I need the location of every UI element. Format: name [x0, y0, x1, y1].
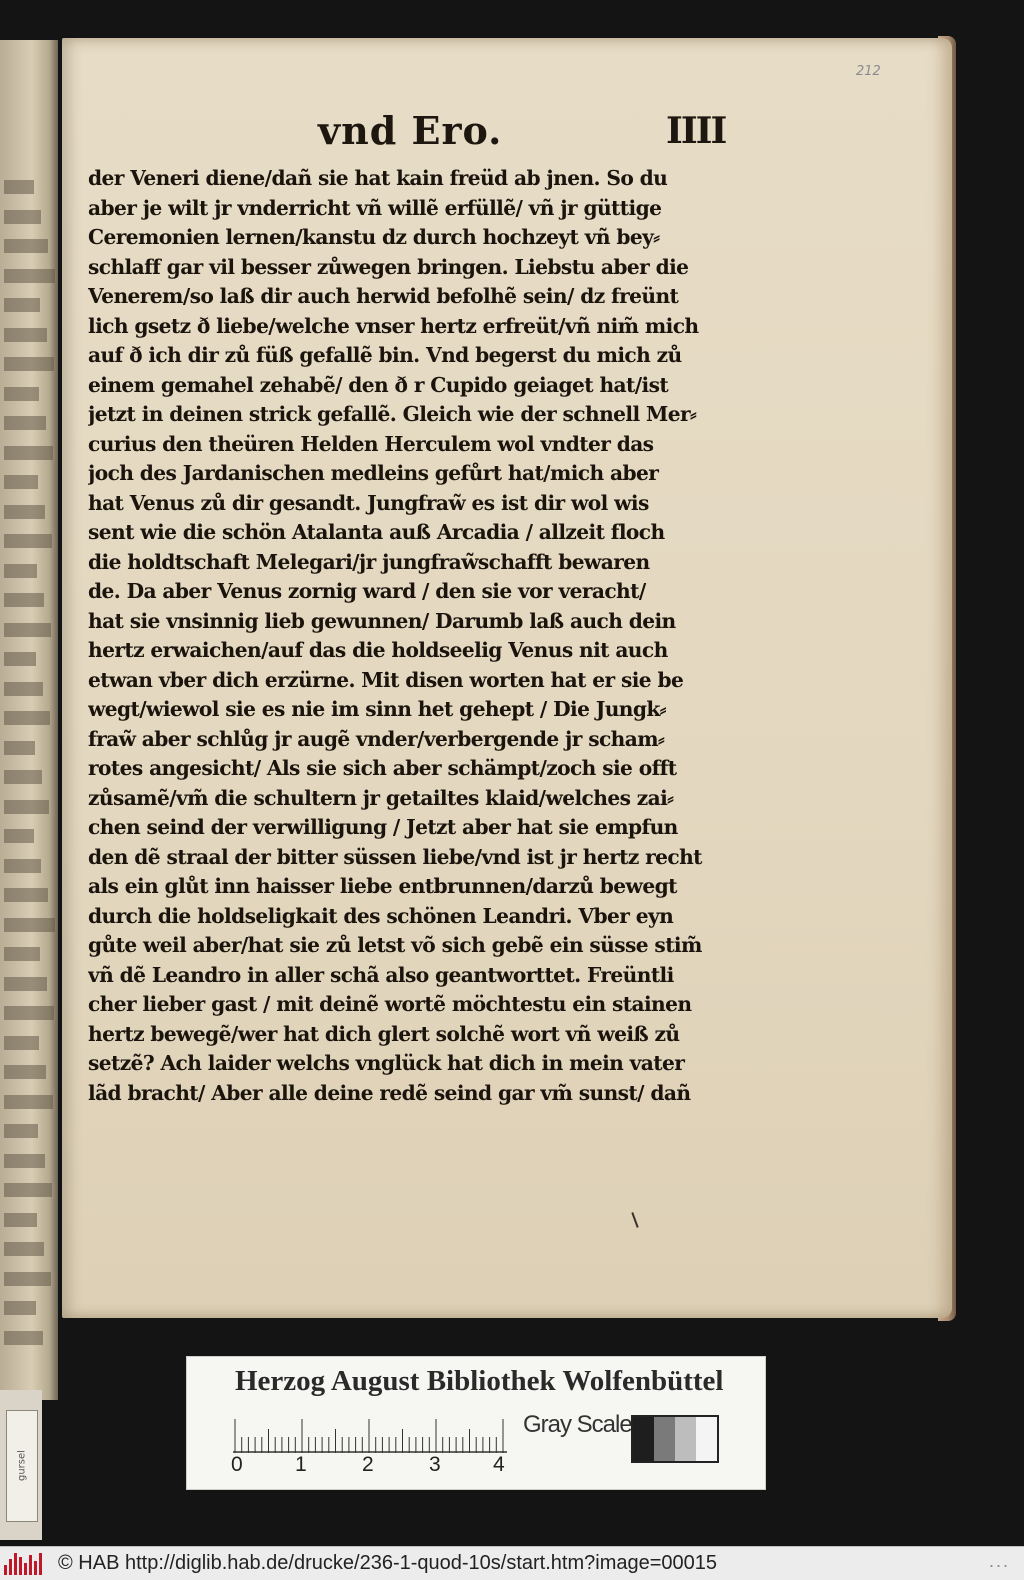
- facing-page-line: [4, 623, 51, 637]
- facing-page-line: [4, 1242, 44, 1256]
- facing-page-line: [4, 977, 47, 991]
- facing-page-line: [4, 652, 36, 666]
- facing-page-line: [4, 1183, 52, 1197]
- text-line: Venerem/so laß dir auch herwid befolhẽ sein/ dz freünt: [88, 284, 679, 308]
- facing-page-line: [4, 800, 49, 814]
- text-line: rotes angesicht/ Als sie sich aber schämpt/zoch sie offt: [88, 756, 677, 780]
- facing-page-line: [4, 387, 39, 401]
- text-line: zůsamẽ/vm̃ die schultern jr getailtes klaid/welches zai⸗: [88, 785, 674, 810]
- text-line: der Veneri diene/dañ sie hat kain freüd ab jnen. So du: [88, 166, 668, 190]
- text-line: wegt/wiewol sie es nie im sinn het gehept / Die Jungk⸗: [88, 697, 666, 721]
- facing-page-line: [4, 829, 34, 843]
- spine-label: gursel: [6, 1410, 38, 1522]
- facing-page-line: [4, 180, 34, 194]
- facing-page-line: [4, 416, 46, 430]
- text-line: cher lieber gast / mit deinẽ wortẽ möchtestu ein stainen: [88, 992, 692, 1016]
- text-line: hat sie vnsinnig lieb gewunnen/ Darumb laß auch dein: [88, 608, 676, 633]
- text-line: setzẽ? Ach laider welchs vnglück hat dich in mein vater: [88, 1051, 685, 1075]
- text-line: Ceremonien lernen/kanstu dz durch hochzeyt vñ bey⸗: [88, 225, 660, 249]
- facing-page-line: [4, 711, 50, 725]
- card-title: Herzog August Bibliothek Wolfenbüttel: [235, 1365, 724, 1397]
- text-line: die holdtschaft Melegari/jr jungfraw̃schafft bewaren: [88, 549, 650, 574]
- ruler-label: 3: [429, 1453, 441, 1476]
- text-line: hat Venus zů dir gesandt. Jungfraw̃ es ist dir wol wis: [88, 490, 649, 515]
- facing-page-line: [4, 505, 45, 519]
- text-line: curius den theüren Helden Herculem wol vndter das: [88, 431, 654, 456]
- text-line: hertz erwaichen/auf das die holdseelig Venus nit auch: [88, 638, 668, 662]
- facing-page-line: [4, 210, 41, 224]
- facing-page-line: [4, 357, 54, 371]
- gray-swatch: [654, 1417, 675, 1461]
- facing-page-line: [4, 859, 41, 873]
- text-line: hertz bewegẽ/wer hat dich glert solchẽ wort vñ weiß zů: [88, 1021, 680, 1046]
- ruler-label: 2: [362, 1453, 374, 1476]
- text-line: joch des Jardanischen medleins gefůrt hat/mich aber: [88, 461, 659, 485]
- more-icon[interactable]: ...: [988, 1551, 1010, 1571]
- hab-logo-icon: [4, 1553, 44, 1575]
- text-line: fraw̃ aber schlůg jr augẽ vnder/verbergende jr scham⸗: [88, 726, 665, 751]
- facing-page-line: [4, 918, 55, 932]
- ruler-label: 4: [493, 1453, 505, 1476]
- logo-bar: [39, 1553, 42, 1575]
- facing-page-line: [4, 239, 48, 253]
- footer-bar: [0, 1546, 1024, 1580]
- gray-scale-label: Gray Scale: [523, 1411, 632, 1438]
- facing-page-line: [4, 1006, 54, 1020]
- text-line: gůte weil aber/hat sie zů letst võ sich gebẽ ein süsse stim̃: [88, 933, 702, 957]
- gray-scale-swatches: [631, 1415, 719, 1463]
- footer-url[interactable]: © HAB http://diglib.hab.de/drucke/236-1-quod-10s/start.htm?image=00015: [58, 1552, 718, 1574]
- text-line: lãd bracht/ Aber alle deine redẽ seind gar vm̃ sunst/ dañ: [88, 1080, 691, 1105]
- facing-page-line: [4, 1095, 53, 1109]
- running-head: vnd Ero.: [318, 108, 503, 153]
- facing-page-line: [4, 593, 44, 607]
- facing-page-line: [4, 446, 53, 460]
- text-line: einem gemahel zehabẽ/ den ð r Cupido geiaget hat/ist: [88, 372, 669, 397]
- text-line: sent wie die schön Atalanta auß Arcadia / allzeit floch: [88, 520, 665, 544]
- text-line: jetzt in deinen strick gefallẽ. Gleich wie der schnell Mer⸗: [88, 402, 697, 426]
- ruler: [233, 1419, 507, 1453]
- facing-page-line: [4, 1331, 43, 1345]
- text-line: den dẽ straal der bitter süssen liebe/vnd ist jr hertz recht: [88, 844, 702, 869]
- text-line: aber je wilt jr vnderricht vñ willẽ erfüllẽ/ vñ jr güttige: [88, 195, 662, 220]
- facing-page-line: [4, 328, 47, 342]
- facing-page-line: [4, 888, 48, 902]
- text-block: [88, 164, 734, 1108]
- text-line: als ein glůt inn haisser liebe entbrunnen/darzů bewegt: [88, 874, 677, 898]
- facing-page-line: [4, 1272, 51, 1286]
- text-line: de. Da aber Venus zornig ward / den sie vor veracht/: [88, 579, 646, 603]
- facing-page-line: [4, 475, 38, 489]
- facing-page-line: [4, 770, 42, 784]
- facing-page-line: [4, 298, 40, 312]
- logo-bar: [19, 1557, 22, 1575]
- text-line: lich gsetz ð liebe/welche vnser hertz erfreüt/vñ nim̃ mich: [88, 313, 699, 338]
- text-line: auf ð ich dir zů füß gefallẽ bin. Vnd begerst du mich zů: [88, 343, 682, 367]
- facing-page-line: [4, 1124, 38, 1138]
- pencil-folio-note: 212: [856, 64, 881, 79]
- logo-bar: [34, 1561, 37, 1575]
- facing-page-line: [4, 1213, 37, 1227]
- logo-bar: [29, 1555, 32, 1575]
- text-line: chen seind der verwilligung / Jetzt aber hat sie empfun: [88, 815, 678, 839]
- facing-page-line: [4, 1301, 36, 1315]
- facing-page-line: [4, 269, 55, 283]
- facing-page-line: [4, 741, 35, 755]
- facing-page-line: [4, 1036, 39, 1050]
- facing-page-line: [4, 564, 37, 578]
- text-line: durch die holdseligkait des schönen Leandri. Vber eyn: [88, 903, 674, 928]
- text-line: vñ dẽ Leandro in aller schã also geantworttet. Freüntli: [88, 962, 674, 987]
- ruler-label: 1: [295, 1453, 307, 1476]
- facing-page: [0, 40, 58, 1400]
- logo-bar: [9, 1559, 12, 1575]
- facing-page-line: [4, 682, 43, 696]
- text-line: schlaff gar vil besser zůwegen bringen. Liebstu aber die: [88, 254, 689, 279]
- logo-bar: [24, 1563, 27, 1575]
- gray-swatch: [696, 1417, 717, 1461]
- gray-swatch: [633, 1417, 654, 1461]
- logo-bar: [14, 1553, 17, 1575]
- folio-number: IIII: [666, 110, 726, 152]
- facing-page-line: [4, 947, 40, 961]
- gray-swatch: [675, 1417, 696, 1461]
- facing-page-line: [4, 534, 52, 548]
- facing-page-line: [4, 1065, 46, 1079]
- color-card: [186, 1356, 766, 1490]
- ruler-label: 0: [231, 1453, 243, 1476]
- logo-bar: [4, 1565, 7, 1575]
- text-line: etwan vber dich erzürne. Mit disen worten hat er sie be: [88, 667, 684, 692]
- facing-page-line: [4, 1154, 45, 1168]
